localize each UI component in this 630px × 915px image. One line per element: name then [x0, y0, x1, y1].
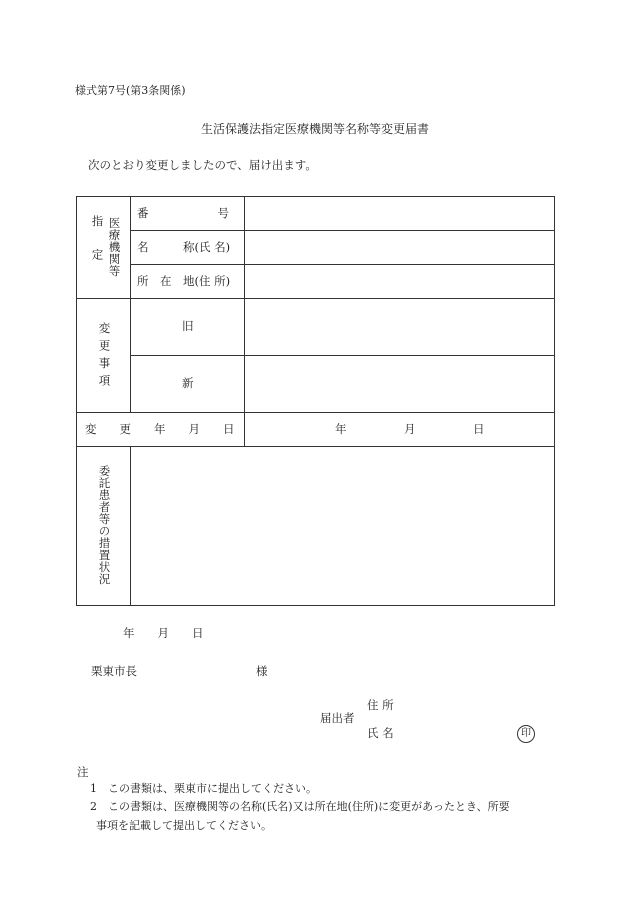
note-item: 1 この書類は、栗東市に提出してください。 — [90, 782, 317, 795]
change-date-value[interactable]: 年 月 日 — [335, 422, 485, 436]
addressee-honorific: 様 — [256, 664, 268, 678]
intro-text: 次のとおり変更しましたので、届け出ます。 — [88, 158, 317, 172]
number-input-area[interactable] — [245, 197, 555, 230]
note-item: 2 この書類は、医療機関等の名称(氏名)又は所在地(住所)に変更があったとき、所要 — [90, 800, 510, 813]
old-value-area[interactable] — [245, 299, 555, 355]
addressee: 栗東市長 — [91, 664, 137, 678]
patients-measures-label: 委託患者等の措置状況 — [97, 465, 112, 585]
applicant-label: 届出者 — [320, 711, 355, 725]
name-input-area[interactable] — [245, 231, 555, 264]
document-title: 生活保護法指定医療機関等名称等変更届書 — [200, 122, 429, 136]
notification-table — [76, 196, 555, 606]
column-divider — [130, 197, 131, 298]
patients-measures-area[interactable] — [131, 447, 555, 605]
location-input-area[interactable] — [245, 265, 555, 298]
medical-institution-label: 医療機関等 — [107, 217, 122, 277]
designated-label: 指定 — [90, 215, 105, 282]
row-label-location: 所 在 地(住 所) — [137, 274, 231, 288]
row-label-name: 名 称(氏 名) — [137, 240, 231, 254]
applicant-name-label: 氏 名 — [367, 726, 394, 740]
change-items-label: 変更事項 — [97, 322, 112, 392]
row-label-number: 番 号 — [137, 206, 229, 220]
new-value-area[interactable] — [245, 356, 555, 412]
new-label: 新 — [182, 376, 194, 390]
notes-heading: 注 — [77, 765, 89, 779]
seal-mark-icon: 印 — [517, 725, 535, 743]
note-item: 事項を記載して提出してください。 — [96, 819, 272, 832]
row-divider — [77, 412, 555, 413]
column-divider — [130, 298, 131, 412]
submission-date: 年 月 日 — [123, 626, 204, 640]
applicant-address-label: 住 所 — [367, 698, 394, 712]
old-label: 旧 — [182, 319, 194, 333]
change-date-label: 変 更 年 月 日 — [85, 422, 235, 436]
form-number: 様式第7号(第3条関係) — [75, 84, 186, 97]
